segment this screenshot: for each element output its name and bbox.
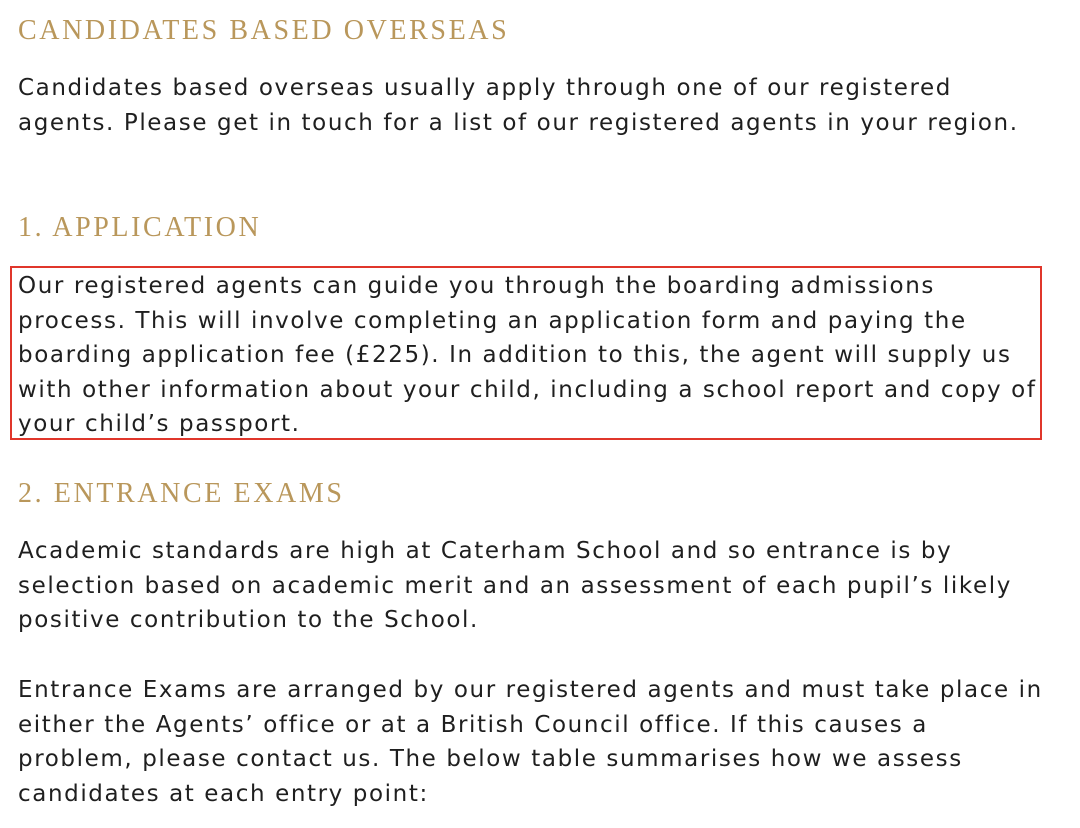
section-heading-entrance-exams: 2. ENTRANCE EXAMS [18,478,345,509]
application-highlight-box [10,266,1042,440]
section-body-entrance-exams-2: Entrance Exams are arranged by our registered agents and must take place in either the Agents’ office or at a British Council office. If this causes a problem, please contact us. The below table summarises how we assess candidates at each entry point: [18,677,1043,807]
section-body-overseas: Candidates based overseas usually apply through one of our registered agents. Please get in touch for a list of our registered agents in your region. [18,75,1019,136]
section-body-entrance-exams-1: Academic standards are high at Caterham School and so entrance is by selection based on academic merit and an assessment of each pupil’s likely positive contribution to the School. [18,538,1012,633]
section-heading-application: 1. APPLICATION [18,212,262,243]
section-heading-overseas: CANDIDATES BASED OVERSEAS [18,15,510,46]
section-body-application: Our registered agents can guide you through the boarding admissions process. This will involve completing an application form and paying the boarding application fee (£225). In addition to this, the agent will supply us with other information about your child, including a school report and copy of your child’s passport. [18,273,1037,437]
